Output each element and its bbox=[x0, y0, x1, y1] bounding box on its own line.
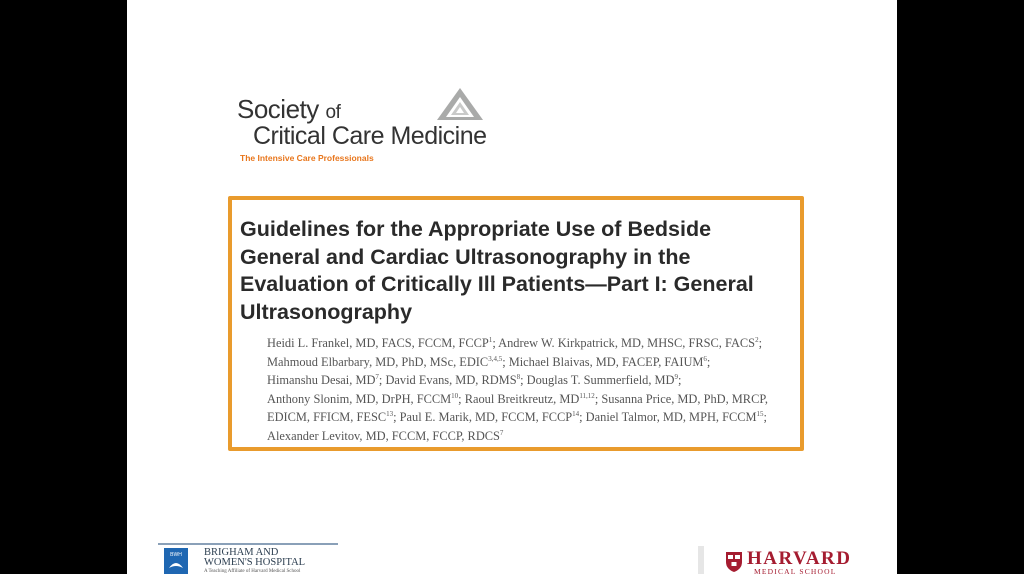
paper-title: Guidelines for the Appropriate Use of Bedside General and Cardiac Ultrasonography in the Evaluation of Critically Ill Patients—Part I: General Ultrasonography bbox=[240, 217, 754, 324]
author-text: Himanshu Desai, MD bbox=[267, 373, 376, 387]
bwh-logo-bar bbox=[158, 543, 338, 545]
paper-authors bbox=[267, 334, 795, 445]
author-text: ; bbox=[706, 354, 711, 369]
sccm-tagline: The Intensive Care Professionals bbox=[240, 153, 374, 163]
author-text: ; Michael Blaivas, MD, FACEP, FAIUM bbox=[502, 354, 704, 369]
affiliation-superscript: 8 bbox=[516, 372, 521, 381]
author-text: ; Andrew W. Kirkpatrick, MD, MHSC, FRSC, FACS bbox=[492, 336, 756, 350]
author-text: ; David Evans, MD, RDMS bbox=[378, 373, 517, 387]
sccm-name-line1 bbox=[237, 94, 340, 125]
author-text: ; bbox=[678, 373, 682, 387]
affiliation-superscript: 6 bbox=[703, 354, 707, 363]
author-text: ; bbox=[763, 410, 767, 424]
author-line bbox=[267, 334, 795, 353]
author-text: EDICM, FFICM, FESC bbox=[267, 410, 387, 424]
author-text: Heidi L. Frankel, MD, FACS, FCCM, FCCP bbox=[267, 336, 489, 350]
author-text: ; Douglas T. Summerfield, MD bbox=[520, 373, 675, 387]
affiliation-superscript: 10 bbox=[451, 391, 459, 400]
author-line bbox=[267, 427, 795, 446]
bwh-name-line2: WOMEN'S HOSPITAL bbox=[204, 557, 306, 568]
author-text: Anthony Slonim, MD, DrPH, FCCM bbox=[267, 391, 452, 406]
sccm-name-line2: Critical Care Medicine bbox=[253, 122, 487, 150]
bwh-subtitle: A Teaching Affiliate of Harvard Medical School bbox=[204, 569, 301, 574]
affiliation-superscript: 3,4,5 bbox=[488, 354, 503, 363]
sccm-name-society: Society bbox=[237, 94, 319, 124]
affiliation-superscript: 15 bbox=[756, 409, 764, 418]
harvard-subtitle: MEDICAL SCHOOL bbox=[754, 567, 837, 574]
author-text: ; bbox=[758, 336, 763, 350]
affiliation-superscript: 2 bbox=[755, 335, 759, 344]
affiliation-superscript: 14 bbox=[572, 409, 580, 418]
affiliation-superscript: 9 bbox=[674, 372, 679, 381]
bwh-seal-text: BWH bbox=[170, 552, 182, 558]
bwh-name-line1: BRIGHAM AND bbox=[204, 547, 279, 558]
author-text: Mahmoud Elbarbary, MD, PhD, MSc, EDIC bbox=[267, 354, 489, 369]
sccm-logo bbox=[237, 86, 497, 166]
harvard-name: HARVARD bbox=[747, 548, 852, 569]
author-text: ; Paul E. Marik, MD, FCCM, FCCP bbox=[393, 410, 573, 424]
paper-title-box bbox=[228, 196, 804, 451]
author-line bbox=[267, 408, 795, 427]
affiliation-superscript: 1 bbox=[488, 335, 493, 344]
harvard-logo bbox=[698, 546, 868, 574]
bwh-logo bbox=[158, 543, 338, 574]
bwh-seal-icon bbox=[164, 548, 188, 574]
affiliation-superscript: 11,12 bbox=[579, 391, 595, 400]
sccm-name-of: of bbox=[325, 102, 341, 123]
author-line bbox=[267, 390, 795, 409]
author-text: ; Susanna Price, MD, PhD, MRCP, bbox=[594, 391, 768, 406]
author-line bbox=[267, 353, 795, 372]
affiliation-superscript: 7 bbox=[499, 428, 504, 437]
affiliation-superscript: 13 bbox=[386, 409, 394, 418]
harvard-logo-divider bbox=[698, 546, 704, 574]
bwh-name bbox=[204, 548, 305, 568]
affiliation-superscript: 7 bbox=[375, 372, 379, 381]
author-line bbox=[267, 371, 795, 390]
author-text: ; Raoul Breitkreutz, MD bbox=[458, 391, 580, 406]
sccm-triangle-icon bbox=[433, 86, 487, 122]
slide bbox=[127, 0, 897, 574]
author-text: ; Daniel Talmor, MD, MPH, FCCM bbox=[579, 410, 757, 424]
author-text: Alexander Levitov, MD, FCCM, FCCP, RDCS bbox=[267, 428, 500, 443]
harvard-shield-icon bbox=[725, 551, 743, 573]
